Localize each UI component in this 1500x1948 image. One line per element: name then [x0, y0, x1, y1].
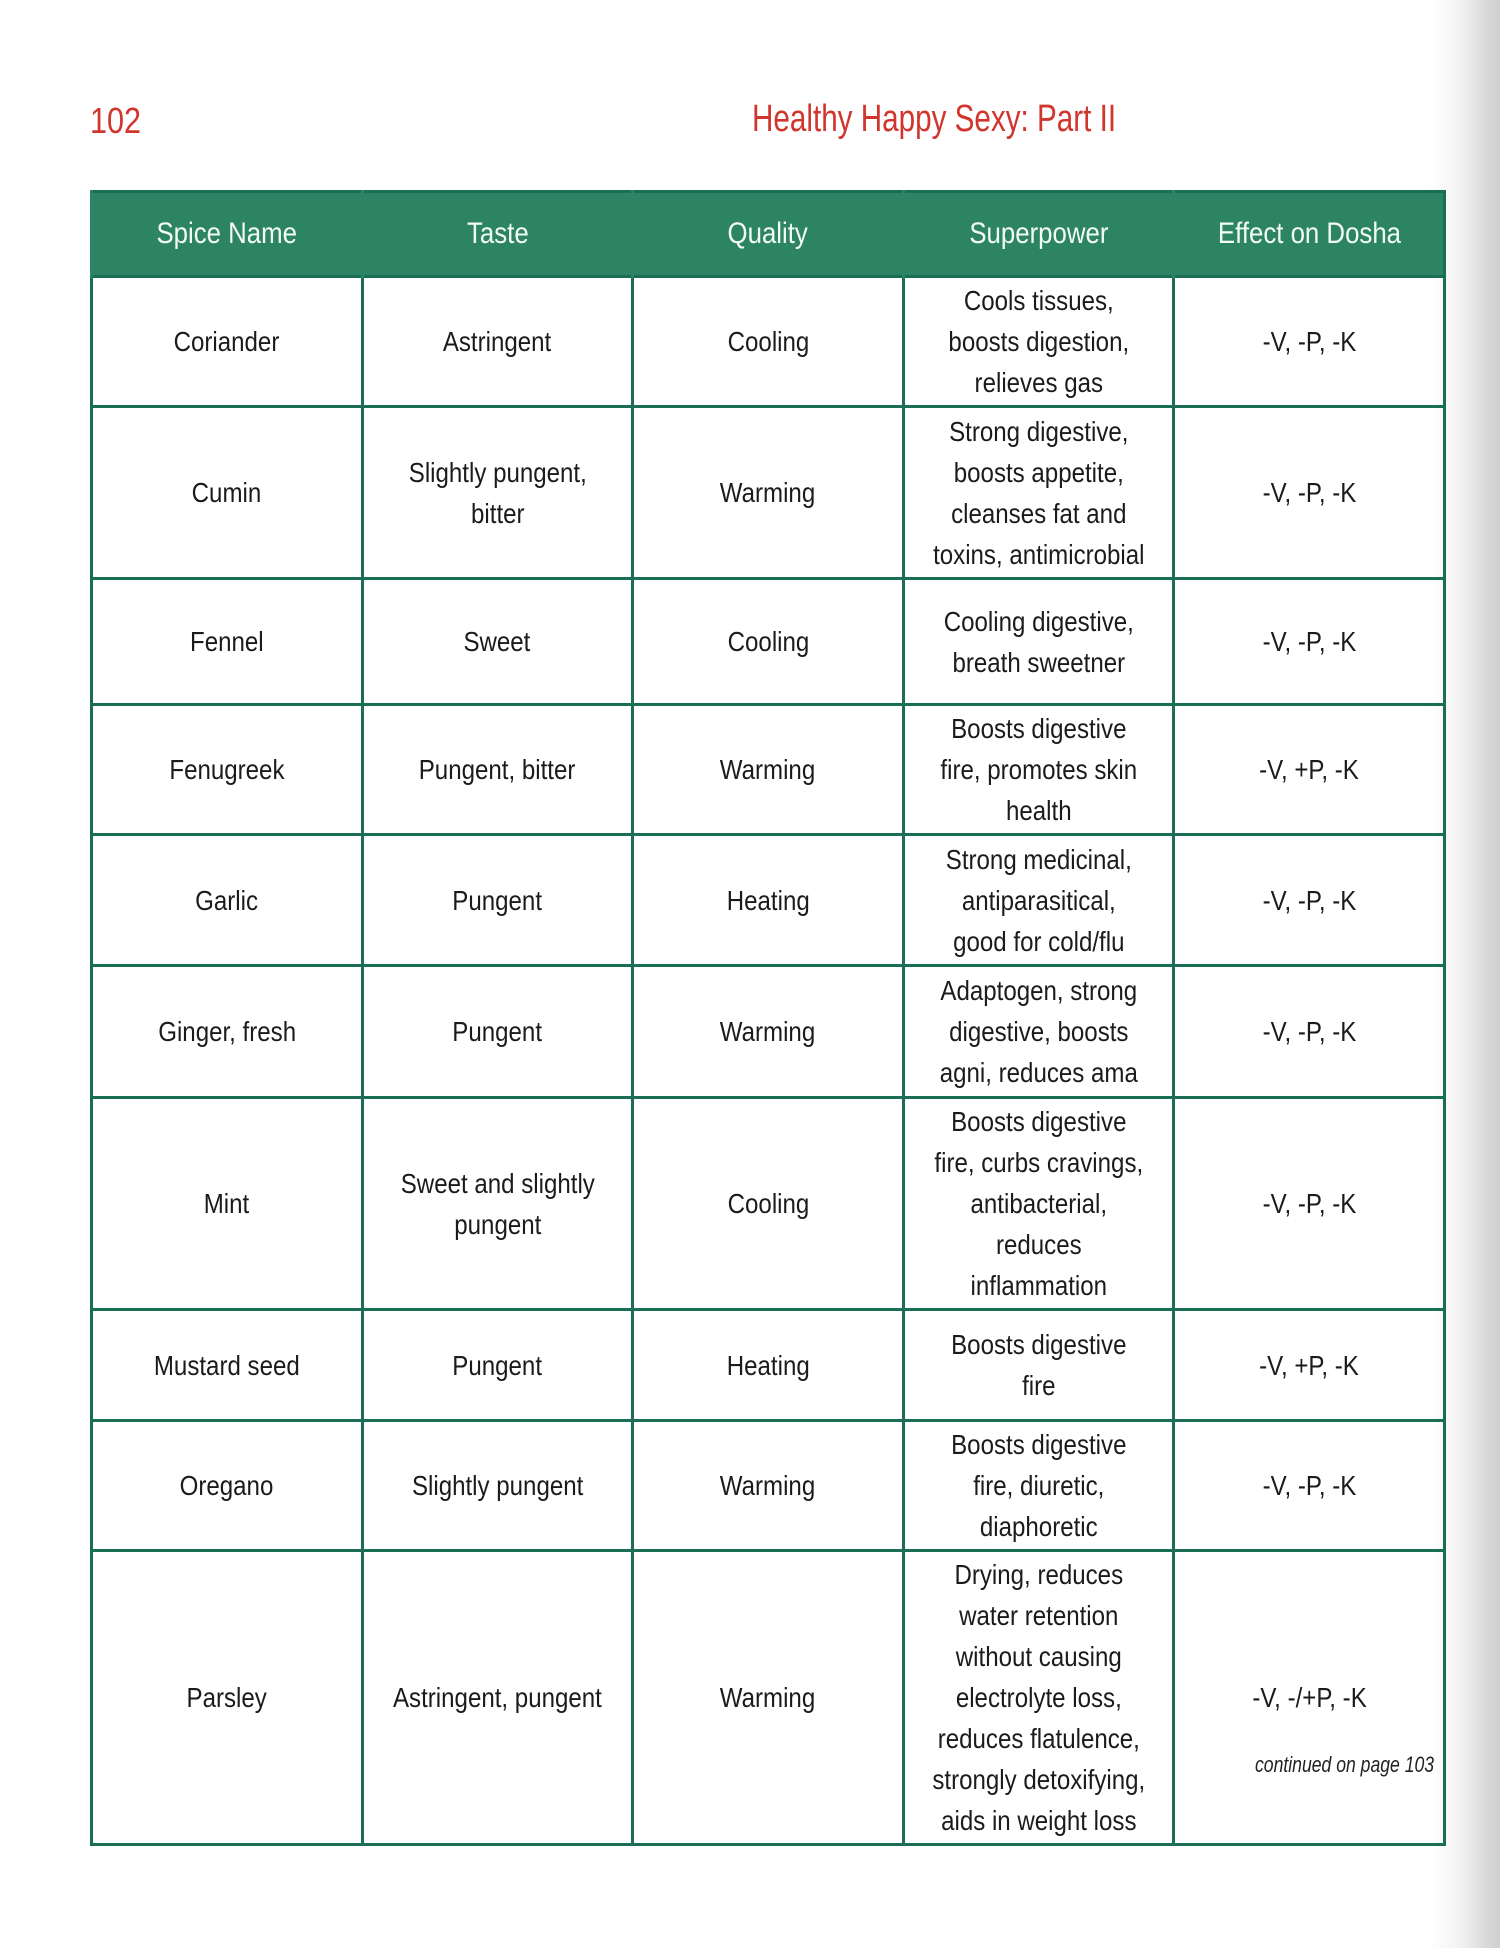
cell-quality: Cooling: [633, 579, 904, 705]
cell-effect-on-dosha: -V, -P, -K: [1174, 1098, 1445, 1310]
cell-spice-name: Fenugreek: [92, 705, 363, 835]
cell-quality: Cooling: [633, 1098, 904, 1310]
cell-taste: Sweet: [362, 579, 633, 705]
table-row: [92, 407, 1445, 579]
cell-spice-name: Mustard seed: [92, 1310, 363, 1421]
cell-taste: Pungent: [362, 1310, 633, 1421]
cell-spice-name: Cumin: [92, 407, 363, 579]
cell-quality: Heating: [633, 835, 904, 966]
cell-superpower: Cools tissues, boosts digestion, relieves gas: [903, 277, 1174, 407]
cell-spice-name: Fennel: [92, 579, 363, 705]
column-header-taste: Taste: [362, 192, 633, 277]
spice-table: [90, 190, 1446, 1846]
cell-spice-name: Oregano: [92, 1421, 363, 1551]
table-row: [92, 1098, 1445, 1310]
table-header: [92, 192, 1445, 277]
cell-spice-name: Coriander: [92, 277, 363, 407]
cell-superpower: Adaptogen, strong digestive, boosts agni, reduces ama: [903, 966, 1174, 1098]
cell-superpower: Boosts digestive fire, curbs cravings, antibacterial, reduces inflammation: [903, 1098, 1174, 1310]
cell-effect-on-dosha: -V, -P, -K: [1174, 407, 1445, 579]
column-header-superpower: Superpower: [903, 192, 1174, 277]
cell-spice-name: Mint: [92, 1098, 363, 1310]
cell-superpower: Strong digestive, boosts appetite, cleanses fat and toxins, antimicrobial: [903, 407, 1174, 579]
cell-taste: Astringent, pungent: [362, 1551, 633, 1845]
cell-taste: Pungent: [362, 966, 633, 1098]
cell-quality: Warming: [633, 1551, 904, 1845]
cell-quality: Warming: [633, 966, 904, 1098]
running-title: Healthy Happy Sexy: Part II: [752, 98, 1117, 140]
cell-effect-on-dosha: -V, -P, -K: [1174, 1421, 1445, 1551]
table-row: [92, 277, 1445, 407]
cell-superpower: Strong medicinal, antiparasitical, good for cold/flu: [903, 835, 1174, 966]
cell-spice-name: Parsley: [92, 1551, 363, 1845]
cell-effect-on-dosha: -V, -P, -K: [1174, 966, 1445, 1098]
table-row: [92, 1310, 1445, 1421]
table-row: [92, 1421, 1445, 1551]
header-row: [92, 192, 1445, 277]
cell-quality: Warming: [633, 705, 904, 835]
cell-taste: Slightly pungent: [362, 1421, 633, 1551]
cell-spice-name: Garlic: [92, 835, 363, 966]
cell-taste: Sweet and slightly pungent: [362, 1098, 633, 1310]
cell-quality: Heating: [633, 1310, 904, 1421]
cell-spice-name: Ginger, fresh: [92, 966, 363, 1098]
cell-effect-on-dosha: -V, +P, -K: [1174, 705, 1445, 835]
cell-quality: Warming: [633, 407, 904, 579]
cell-taste: Astringent: [362, 277, 633, 407]
cell-taste: Pungent, bitter: [362, 705, 633, 835]
column-header-quality: Quality: [633, 192, 904, 277]
cell-effect-on-dosha: -V, -P, -K: [1174, 835, 1445, 966]
column-header-spice-name: Spice Name: [92, 192, 363, 277]
cell-taste: Pungent: [362, 835, 633, 966]
column-header-effect-on-dosha: Effect on Dosha: [1174, 192, 1445, 277]
cell-effect-on-dosha: -V, -P, -K: [1174, 277, 1445, 407]
table-row: [92, 705, 1445, 835]
cell-effect-on-dosha: -V, +P, -K: [1174, 1310, 1445, 1421]
cell-superpower: Drying, reduces water retention without causing electrolyte loss, reduces flatulence, strongly detoxifying, aids in weight loss: [903, 1551, 1174, 1845]
table-body: [92, 277, 1445, 1845]
table-row: [92, 579, 1445, 705]
table-row: [92, 966, 1445, 1098]
table-row: [92, 1551, 1445, 1845]
cell-effect-on-dosha: -V, -/+P, -K: [1174, 1551, 1445, 1845]
cell-taste: Slightly pungent, bitter: [362, 407, 633, 579]
cell-superpower: Cooling digestive, breath sweetner: [903, 579, 1174, 705]
cell-quality: Warming: [633, 1421, 904, 1551]
page-number: 102: [90, 100, 142, 141]
cell-superpower: Boosts digestive fire, promotes skin health: [903, 705, 1174, 835]
cell-superpower: Boosts digestive fire, diuretic, diaphoretic: [903, 1421, 1174, 1551]
cell-superpower: Boosts digestive fire: [903, 1310, 1174, 1421]
cell-effect-on-dosha: -V, -P, -K: [1174, 579, 1445, 705]
cell-quality: Cooling: [633, 277, 904, 407]
continued-note: continued on page 103: [1255, 1752, 1435, 1777]
table-row: [92, 835, 1445, 966]
